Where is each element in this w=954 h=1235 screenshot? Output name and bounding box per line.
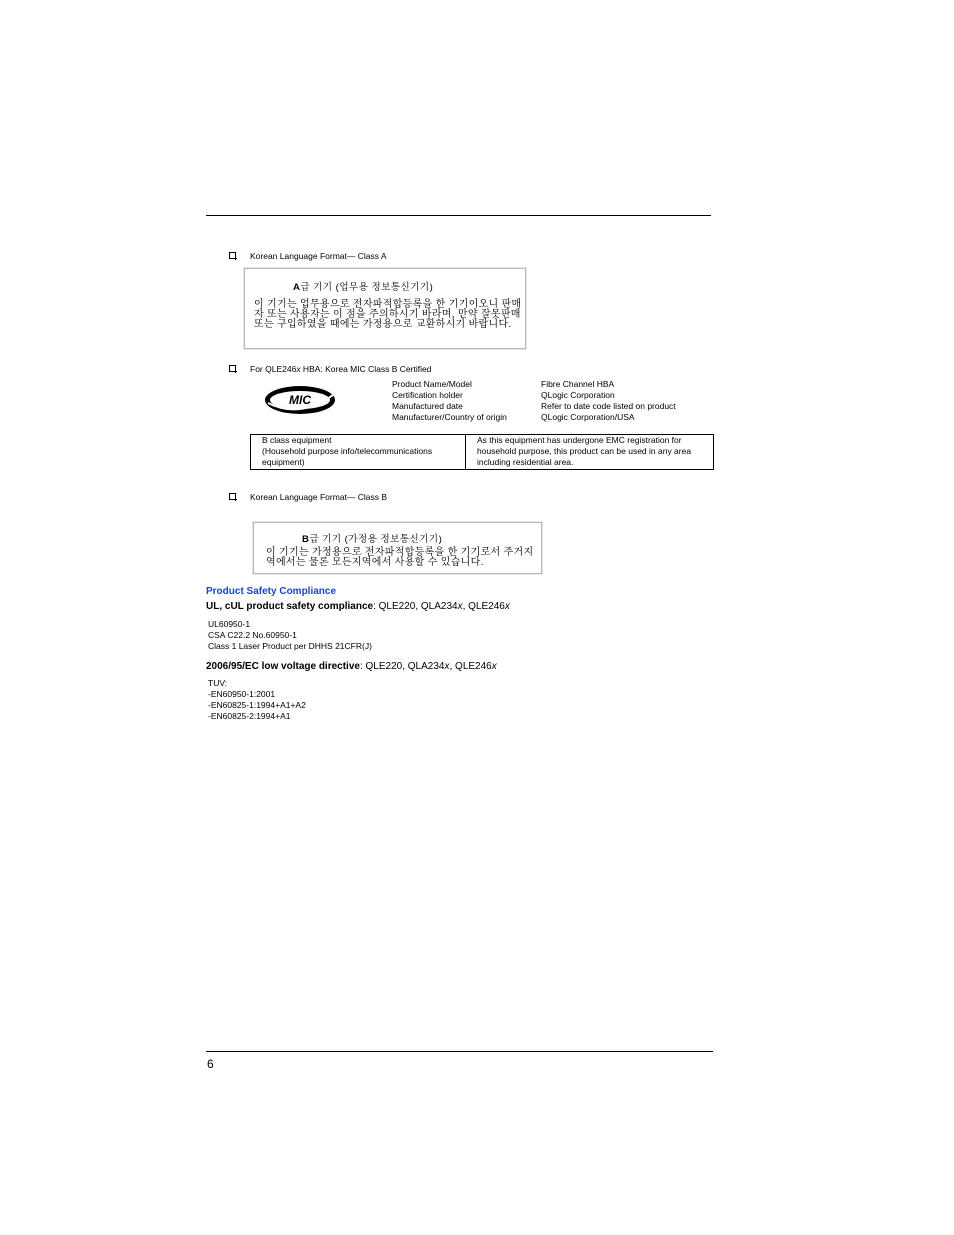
page-number: 6 <box>207 1057 214 1071</box>
emc-left-line2: (Household purpose info/telecommunications equipment) <box>262 446 433 467</box>
emc-class-table <box>250 434 714 470</box>
list-item: -EN60950-1:2001 <box>208 689 276 699</box>
product-safety-heading: Product Safety Compliance <box>206 586 337 597</box>
ul-models-mid: , QLE246 <box>462 601 505 612</box>
mic-field-origin: Manufacturer/Country of origin <box>392 412 507 422</box>
ul-models-x1: x <box>457 601 463 612</box>
mic-field-date: Manufactured date <box>392 401 463 411</box>
mic-label-x: x <box>296 364 301 374</box>
ec-directive-line <box>206 661 497 672</box>
mic-logo-icon <box>263 383 337 417</box>
ec-models-x2: x <box>491 661 497 672</box>
mic-logo-text: MIC <box>289 393 311 407</box>
class-a-title-rest: 급 기기 (업무용 정보통신기기) <box>300 282 434 293</box>
list-item: UL60950-1 <box>208 619 251 629</box>
class-b-title-rest: 급 기기 (가정용 정보통신기기) <box>309 534 443 545</box>
mic-field-holder: Certification holder <box>392 390 463 400</box>
ec-models-x1: x <box>444 661 450 672</box>
class-a-notice-box <box>244 268 526 349</box>
ec-directive-label: 2006/95/EC low voltage directive <box>206 661 360 672</box>
list-item: TUV: <box>208 678 228 688</box>
checkbox-bullet-icon <box>229 365 236 372</box>
ul-models-x2: x <box>504 601 510 612</box>
checkbox-bullet-icon <box>229 252 236 259</box>
class-b-box-title <box>302 531 442 545</box>
mic-label-suffix: HBA: Korea MIC Class B Certified <box>300 364 432 374</box>
list-item: Class 1 Laser Product per DHHS 21CFR(J) <box>208 641 372 651</box>
list-item: -EN60825-2:1994+A1 <box>208 711 291 721</box>
checkbox-bullet-icon <box>229 493 236 500</box>
emc-left-cell <box>251 435 466 470</box>
mic-value-date: Refer to date code listed on product <box>541 401 676 411</box>
mic-value-product: Fibre Channel HBA <box>541 379 615 389</box>
ul-compliance-line <box>206 601 510 612</box>
header-rule <box>206 215 711 216</box>
ec-standards-list <box>208 678 306 722</box>
class-b-notice-box <box>253 522 542 574</box>
ul-models-prefix: : QLE220, QLA234 <box>373 601 458 612</box>
ul-standards-list <box>208 619 372 652</box>
mic-field-product: Product Name/Model <box>392 379 472 389</box>
class-b-label: Korean Language Format— Class B <box>250 492 388 502</box>
mic-label-prefix: For QLE246 <box>250 364 297 374</box>
mic-value-origin: QLogic Corporation/USA <box>541 412 635 422</box>
ec-models-prefix: : QLE220, QLA234 <box>359 661 445 672</box>
emc-left-line1: B class equipment <box>262 435 332 445</box>
footer-rule <box>206 1051 713 1052</box>
class-b-box-body: 이 기기는 가정용으로 전자파적합등록을 한 기기로서 주거지역에서는 물론 모든지역에서 사용할 수 있습니다. <box>266 547 534 568</box>
class-a-label: Korean Language Format— Class A <box>250 251 387 261</box>
mic-value-holder: QLogic Corporation <box>541 390 615 400</box>
class-a-box-body: 이 기기는 업무용으로 전자파적합등록을 한 기기이오니 판매자 또는 사용자는 이 점을 주의하시기 바라며, 만약 잘못판매 또는 구입하였을 때에는 가정용으로 교환하시기 바랍니다. <box>254 299 522 330</box>
table-row <box>251 435 714 470</box>
class-a-title-letter: A <box>293 282 301 293</box>
mic-label <box>250 364 431 375</box>
ec-models-mid: , QLE246 <box>449 661 492 672</box>
class-b-title-letter: B <box>302 534 310 545</box>
list-item: CSA C22.2 No.60950-1 <box>208 630 297 640</box>
list-item: -EN60825-1:1994+A1+A2 <box>208 700 306 710</box>
emc-right-cell: As this equipment has undergone EMC registration for household purpose, this product can be used in any area including residential area. <box>466 435 714 470</box>
ul-compliance-label: UL, cUL product safety compliance <box>206 601 374 612</box>
class-a-box-title <box>293 279 433 293</box>
